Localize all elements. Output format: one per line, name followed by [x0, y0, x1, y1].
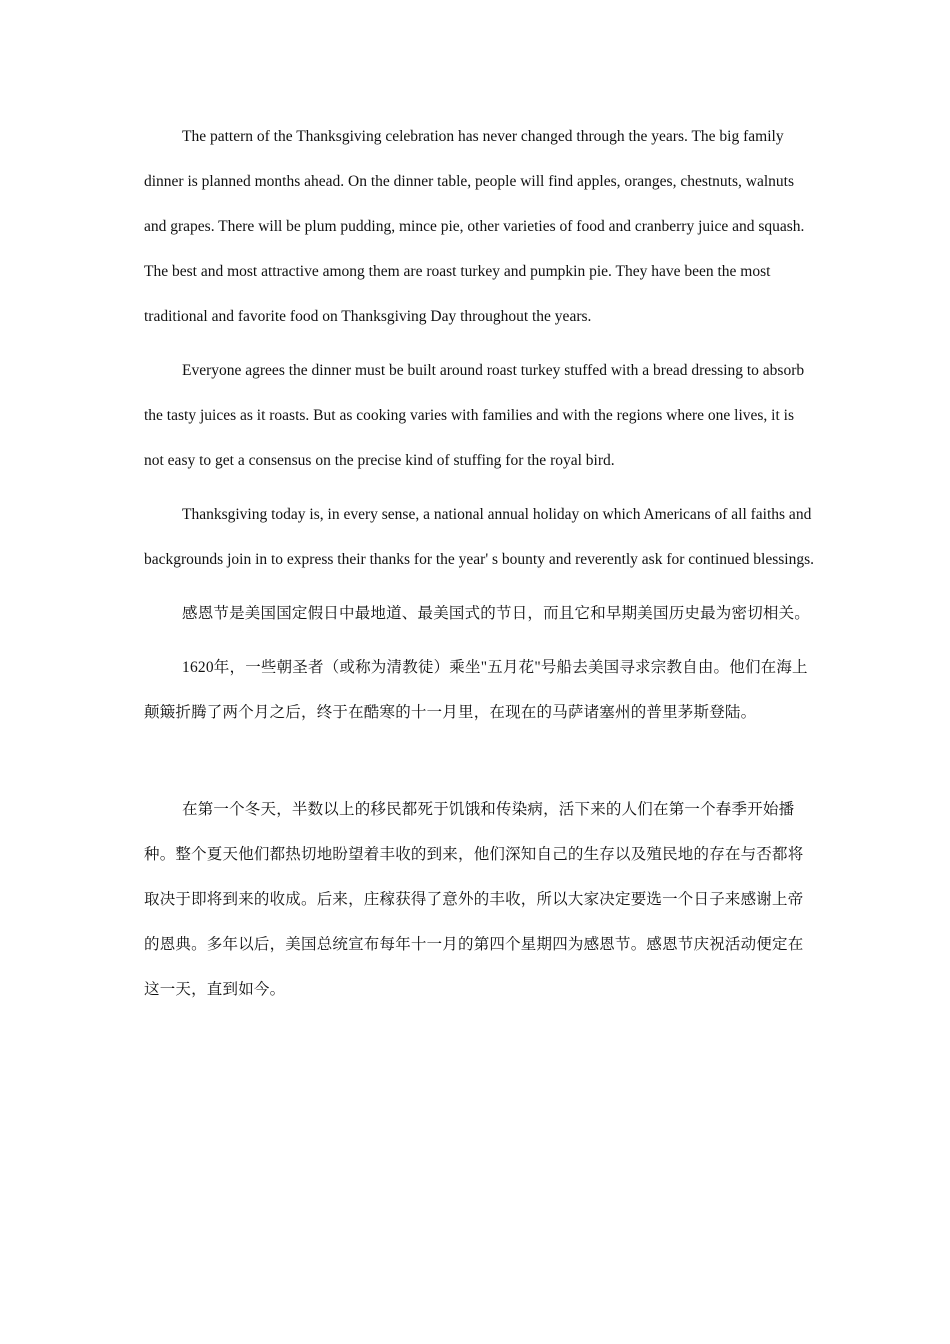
paragraph-thanksgiving-pattern: The pattern of the Thanksgiving celebration has never changed through the years. The big family dinner is planned months ahead. On the dinner table, people will find apples, oranges, chestnuts, walnuts and grapes. There will be plum pudding, mince pie, other varieties of food and cranberry juice and squash. The best and most attractive among them are roast turkey and pumpkin pie. They have been the most traditional and favorite food on Thanksgiving Day throughout the years.	[144, 128, 805, 325]
blank-line	[144, 744, 816, 787]
paragraph-zh-intro: 感恩节是美国国定假日中最地道、最美国式的节日，而且它和早期美国历史最为密切相关。	[182, 605, 811, 622]
paragraph-zh-mayflower: 1620年，一些朝圣者（或称为清教徒）乘坐"五月花"号船去美国寻求宗教自由。他们在海上颠簸折腾了两个月之后，终于在酷寒的十一月里，在现在的马萨诸塞州的普里茅斯登陆。	[144, 659, 808, 721]
paragraph-zh-first-winter: 在第一个冬天，半数以上的移民都死于饥饿和传染病，活下来的人们在第一个春季开始播种。整个夏天他们都热切地盼望着丰收的到来，他们深知自己的生存以及殖民地的存在与否都将取决于即将到来的收成。后来，庄稼获得了意外的丰收，所以大家决定要选一个日子来感谢上帝的恩典。多年以后，美国总统宣布每年十一月的第四个星期四为感恩节。感恩节庆祝活动便定在这一天，直到如今。	[144, 801, 804, 998]
paragraph-roast-turkey: Everyone agrees the dinner must be built around roast turkey stuffed with a bread dressing to absorb the tasty juices as it roasts. But as cooking varies with families and with the regions where one lives, it is not easy to get a consensus on the precise kind of stuffing for the royal bird.	[144, 362, 805, 469]
document-body	[144, 114, 816, 1021]
paragraph-national-holiday: Thanksgiving today is, in every sense, a national annual holiday on which Americans of all faiths and backgrounds join in to express their thanks for the year' s bounty and reverently ask for continued blessings.	[144, 506, 814, 568]
